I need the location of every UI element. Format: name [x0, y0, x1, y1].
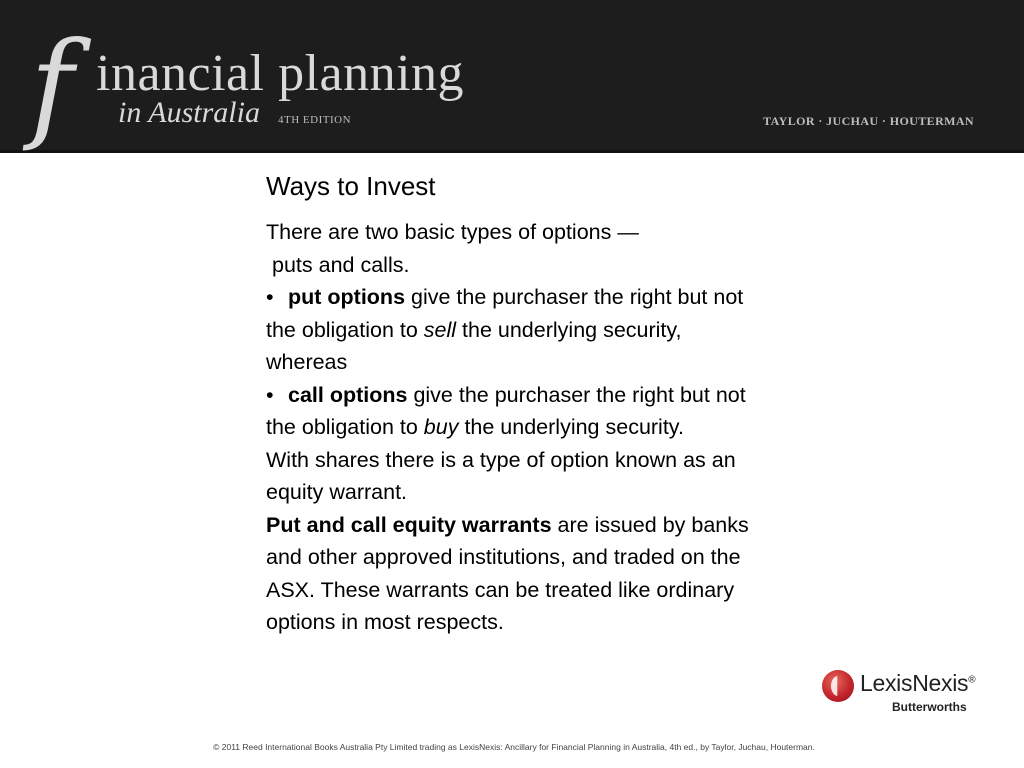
call-options-text-2: the underlying security. — [458, 415, 684, 439]
slide-title: Ways to Invest — [266, 171, 436, 201]
bullet: • — [266, 382, 274, 407]
logo-subtitle: in Australia — [118, 96, 260, 129]
intro-paragraph — [266, 216, 756, 281]
lexisnexis-name: LexisNexis® — [860, 670, 976, 696]
call-options-item — [266, 379, 756, 444]
put-options-term: put options — [288, 285, 406, 309]
authors-label: TAYLOR · JUCHAU · HOUTERMAN — [763, 114, 974, 128]
put-options-text-1: give the purchaser the right but not the obligation to — [266, 285, 744, 342]
header-banner — [0, 0, 1024, 153]
logo-title: inancial planning — [96, 45, 465, 102]
copyright-footer: © 2011 Reed International Books Australia Pty Limited trading as LexisNexis: Ancillary for Financial Planning in Australia, 4th ed., by Taylor, Juchau, Houterman. — [213, 742, 815, 752]
equity-warrants-term: Put and call equity warrants — [266, 512, 552, 537]
lexisnexis-emblem-icon — [822, 670, 854, 702]
lexisnexis-logo — [822, 668, 992, 716]
equity-warrants-text: are issued by banks and other approved institutions, and traded on the ASX. These warrants can be treated like ordinary options in most respects. — [266, 512, 749, 634]
call-options-term: call options — [288, 382, 408, 407]
put-options-text-2: the underlying security, whereas — [266, 317, 682, 374]
equity-warrants-paragraph — [266, 509, 756, 639]
put-options-emphasis: sell — [423, 317, 457, 342]
slide-content — [266, 166, 756, 639]
edition-label: 4TH EDITION — [278, 114, 352, 126]
call-options-emphasis: buy — [423, 415, 459, 439]
put-options-item — [266, 281, 756, 379]
warrant-paragraph: With shares there is a type of option known as an equity warrant. — [266, 447, 736, 504]
call-options-text-1: give the purchaser the right but not the obligation to — [266, 382, 746, 439]
bullet: • — [266, 285, 274, 309]
lexisnexis-subbrand: Butterworths — [892, 700, 967, 714]
logo-f-letter: f — [30, 16, 74, 154]
intro-line-1: There are two basic types of options — — [266, 220, 639, 244]
intro-line-2: puts and calls. — [272, 252, 410, 277]
